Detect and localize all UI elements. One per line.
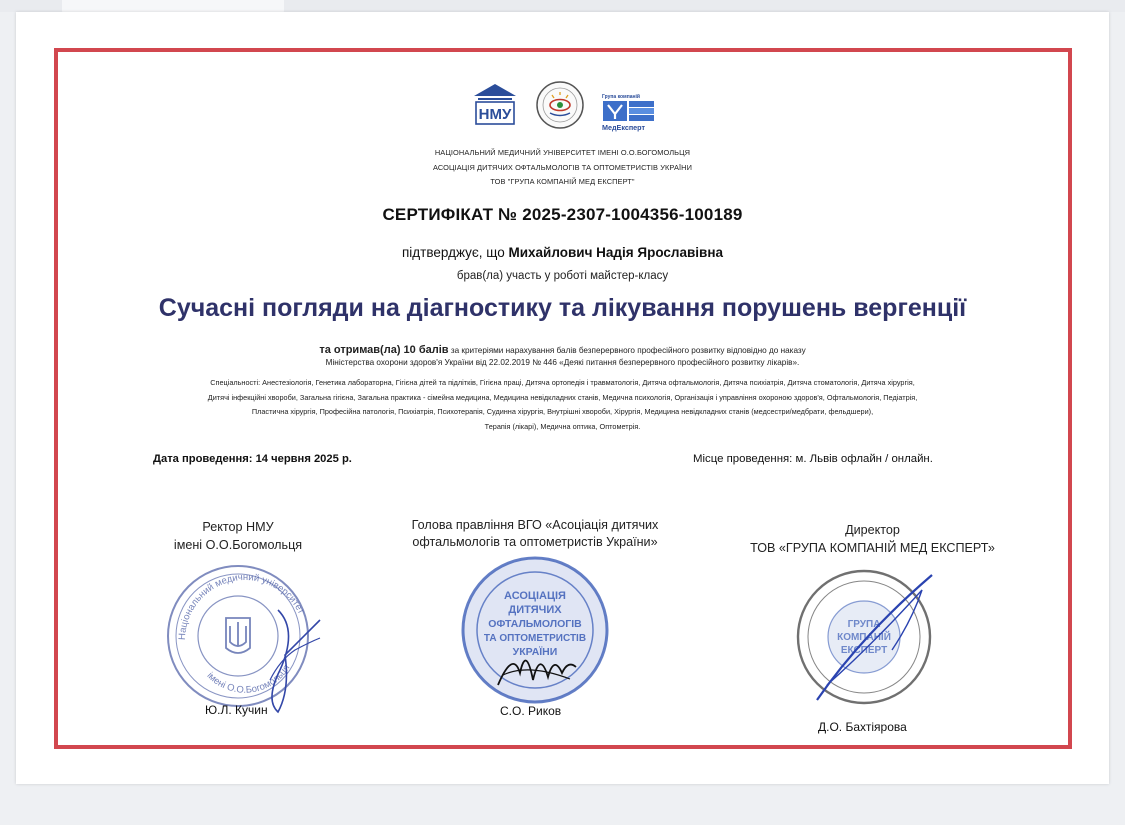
- criteria-line-2: Міністерства охорони здоров'я України від 22.02.2019 № 446 «Деякі питання безперервного професійного розвитку лікарів».: [325, 358, 800, 367]
- criteria-text: [0, 344, 1125, 369]
- specialties-line: Терапія (лікарі), Медична оптика, Оптометрія.: [484, 421, 641, 431]
- certificate-title: СЕРТИФІКАТ № 2025-2307-1004356-100189: [382, 205, 743, 224]
- nmu-logo: [472, 82, 518, 128]
- signatory-name-rector: Ю.Л. Кучин: [205, 703, 268, 717]
- org-line: ТОВ "ГРУПА КОМПАНІЙ МЕД ЕКСПЕРТ": [490, 177, 635, 186]
- event-date: Дата проведення: 14 червня 2025 р.: [153, 453, 352, 465]
- svg-text:МедЕксперт: МедЕксперт: [602, 123, 645, 132]
- svg-text:АСОЦІАЦІЯ: АСОЦІАЦІЯ: [504, 590, 566, 602]
- signatory-title-director: Директор ТОВ «ГРУПА КОМПАНІЙ МЕД ЕКСПЕРТ»: [750, 523, 995, 555]
- svg-text:Національний медичний універси: Національний медичний університет: [176, 571, 307, 641]
- org-line: НАЦІОНАЛЬНИЙ МЕДИЧНИЙ УНІВЕРСИТЕТ ІМЕНІ О.О.БОГОМОЛЬЦЯ: [434, 148, 691, 157]
- signatory-title-association: Голова правління ВГО «Асоціація дитячих офтальмологів та оптометристів України»: [411, 518, 659, 549]
- svg-text:ГРУПА: ГРУПА: [847, 619, 881, 630]
- svg-text:ОФТАЛЬМОЛОГІВ: ОФТАЛЬМОЛОГІВ: [488, 618, 582, 630]
- browser-top-bar: [0, 0, 1125, 12]
- med-expert-stamp: [792, 565, 942, 710]
- specialties-line: Пластична хірургія, Професійна патологія, Психіатрія, Психотерапія, Судинна хірургія, Внутрішні хвороби, Хірургія, Медицина невідкладних станів (медсестри/медбрати, фельдшери),: [251, 407, 874, 417]
- specialties-list: [110, 376, 1015, 434]
- signatory-name-director: Д.О. Бахтіярова: [818, 720, 907, 734]
- association-stamp: [458, 555, 613, 705]
- svg-text:КОМПАНІЙ: КОМПАНІЙ: [837, 632, 891, 643]
- org-line: АСОЦІАЦІЯ ДИТЯЧИХ ОФТАЛЬМОЛОГІВ ТА ОПТОМЕТРИСТІВ УКРАЇНИ: [433, 162, 692, 172]
- med-expert-logo: [600, 92, 658, 134]
- specialties-line: Дитячі інфекційні хвороби, Загальна гігієна, Загальна практика - сімейна медицина, Медицина невідкладних станів, Медична психологія, Організація і управління охороною здоров'я, Офтальмологія, Педіатрія,: [207, 392, 918, 402]
- svg-text:ДИТЯЧИХ: ДИТЯЧИХ: [508, 604, 562, 616]
- confirms-prefix: підтверджує, що: [401, 245, 509, 260]
- course-title: Сучасні погляди на діагностику та лікування порушень вергенції: [158, 294, 967, 322]
- event-place: Місце проведення: м. Львів офлайн / онлайн.: [693, 453, 933, 465]
- university-stamp: [160, 560, 330, 720]
- svg-text:УКРАЇНИ: УКРАЇНИ: [512, 646, 558, 658]
- organizations-header: [0, 146, 1125, 190]
- participation-text: брав(ла) участь у роботі майстер-класу: [456, 270, 669, 282]
- recipient-line: [0, 245, 1125, 260]
- svg-text:імені О.О.Богомольця: імені О.О.Богомольця: [204, 662, 293, 696]
- signatory-name-association: С.О. Риков: [500, 704, 562, 718]
- svg-text:ЕКСПЕРТ: ЕКСПЕРТ: [840, 645, 888, 656]
- association-logo: [535, 80, 585, 130]
- svg-text:НМУ: НМУ: [478, 106, 512, 123]
- svg-text:ТА ОПТОМЕТРИСТІВ: ТА ОПТОМЕТРИСТІВ: [483, 633, 587, 644]
- criteria-line-1: за критеріями нарахування балів безперервного професійного розвитку відповідно до наказу: [448, 346, 806, 355]
- points-awarded: та отримав(ла) 10 балів: [319, 344, 449, 356]
- recipient-name: Михайлович Надія Ярославівна: [508, 245, 724, 260]
- specialties-line: Спеціальності: Анестезіологія, Генетика лабораторна, Гігієна дітей та підлітків, Гігієна праці, Дитяча ортопедія і травматологія, Дитяча офтальмологія, Дитяча психіатрія, Дитяча стоматологія, Дитяча хірургія,: [210, 378, 915, 387]
- svg-text:Група компаній: Група компаній: [602, 94, 641, 100]
- signatory-title-rector: Ректор НМУ імені О.О.Богомольця: [173, 520, 303, 552]
